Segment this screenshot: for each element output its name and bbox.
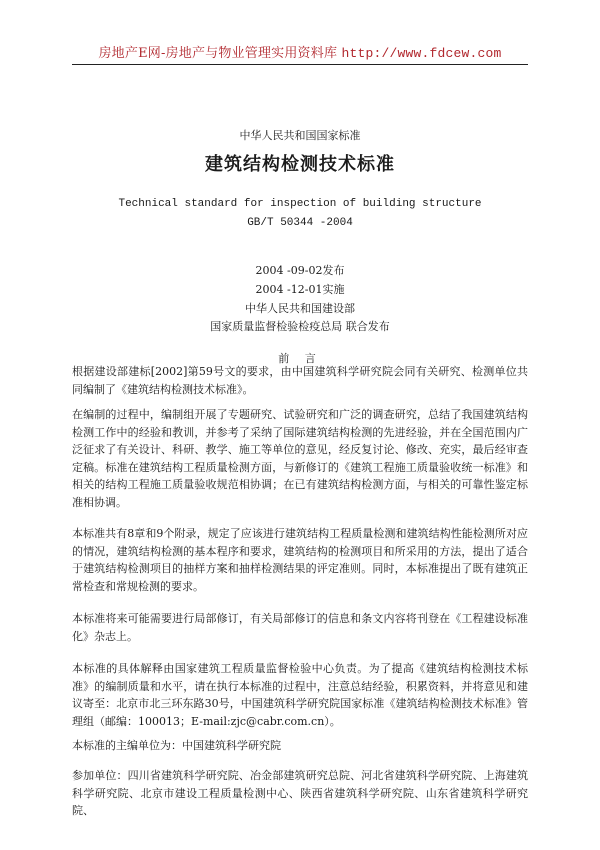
- paragraph-text: 在编制的过程中，编制组开展了专题研究、试验研究和广泛的调查研究，总结了我国建筑结构检测工作中的经验和教训，并参考了采纳了国际建筑结构检测的先进经验，并在全国范围内广泛征求了有关设计、科研、教学、施工等单位的意见，经反复讨论、修改、充实，最后经审查定稿。标准在建筑结构工程质量检测方面，与新修订的《建筑工程施工质量验收统一标准》和相关的结构工程施工质量验收规范相协调；在已有建筑结构检测方面，与相关的可靠性鉴定标准相协调。: [72, 408, 528, 509]
- foreword-heading: 前 言: [278, 352, 322, 365]
- document-title: 建筑结构检测技术标准: [205, 154, 395, 175]
- foreword-paragraph: [72, 610, 528, 645]
- paragraph-text: 本标准的主编单位为：中国建筑科学研究院: [72, 739, 281, 752]
- site-url-link[interactable]: http://www.fdcew.com: [341, 46, 502, 61]
- foreword-paragraph: [72, 525, 528, 595]
- site-header-text: 房地产E网-房地产与物业管理实用资料库: [98, 46, 342, 61]
- foreword-paragraph: [72, 363, 528, 398]
- site-header: [0, 42, 600, 61]
- issuer-primary: 中华人民共和国建设部: [245, 302, 355, 315]
- paragraph-text: 本标准将来可能需要进行局部修订，有关局部修订的信息和条文内容将刊登在《工程建设标准化》杂志上。: [72, 612, 528, 643]
- standard-category: 中华人民共和国国家标准: [239, 129, 361, 142]
- header-divider: [72, 64, 528, 65]
- foreword-paragraph: [72, 406, 528, 511]
- document-title-english: Technical standard for inspection of building structure: [118, 198, 482, 210]
- paragraph-text: 根据建设部建标[2002]第59号文的要求，由中国建筑科学研究院会同有关研究、检测单位共同编制了《建筑结构检测技术标准》。: [72, 365, 528, 396]
- paragraph-text: 本标准共有8章和9个附录，规定了应该进行建筑结构工程质量检测和建筑结构性能检测所对应的情况，建筑结构检测的基本程序和要求，建筑结构的检测项目和所采用的方法，提出了适合于建筑结构检测项目的抽样方案和抽样检测结果的评定准则。同时，本标准提出了既有建筑正常检查和常规检测的要求。: [72, 527, 528, 593]
- paragraph-text: 本标准的具体解释由国家建筑工程质量监督检验中心负责。为了提高《建筑结构检测技术标准》的编制质量和水平，请在执行本标准的过程中，注意总结经验，积累资料，并将意见和建议寄至：北京市北三环东路30号，中国建筑科学研究院国家标准《建筑结构检测技术标准》管理组（邮编：100013；E-mail:zjc@cabr.com.cn）。: [72, 662, 528, 728]
- issue-date: 2004 -09-02发布: [255, 264, 345, 277]
- issuer-joint: 国家质量监督检验检疫总局 联合发布: [210, 320, 390, 333]
- effective-date: 2004 -12-01实施: [255, 283, 345, 296]
- standard-code: GB/T 50344 -2004: [247, 217, 353, 229]
- foreword-paragraph: [72, 767, 528, 820]
- foreword-paragraph: [72, 737, 528, 755]
- foreword-paragraph: [72, 660, 528, 730]
- paragraph-text: 参加单位：四川省建筑科学研究院、冶金部建筑研究总院、河北省建筑科学研究院、上海建筑科学研究院、北京市建设工程质量检测中心、陕西省建筑科学研究院、山东省建筑科学研究院、: [72, 769, 528, 817]
